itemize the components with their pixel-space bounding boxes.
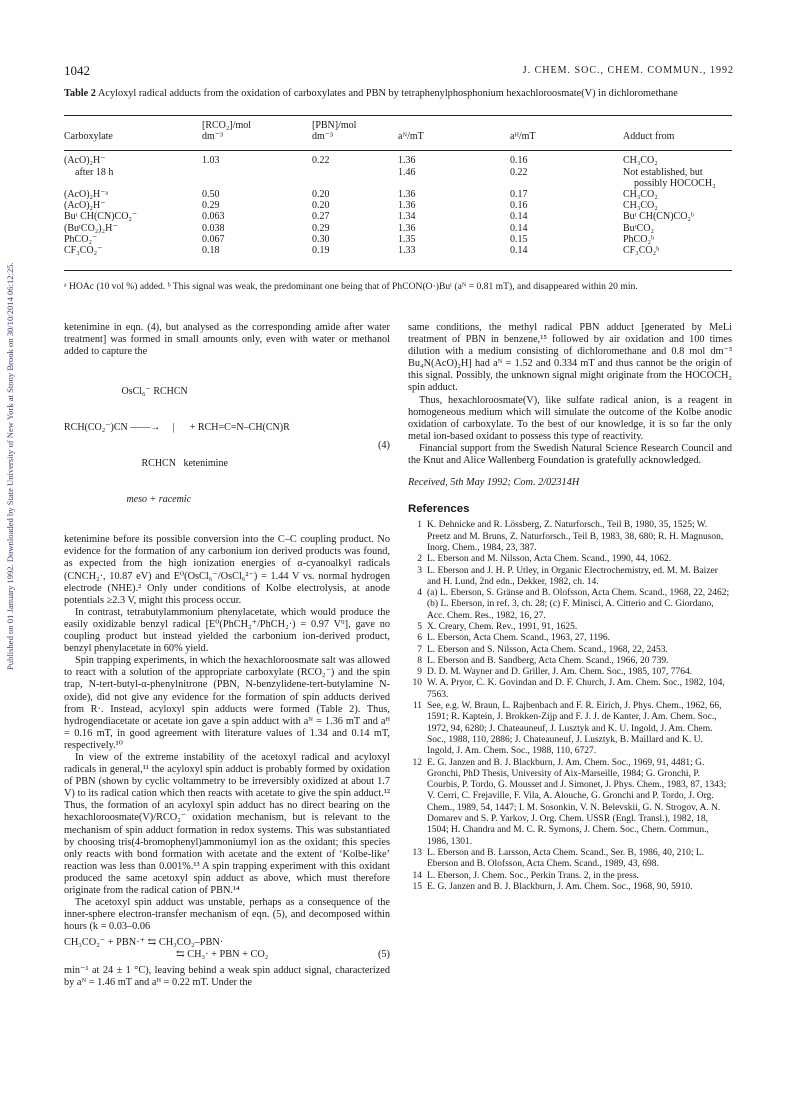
- download-watermark: Published on 01 January 1992. Downloaded by State University of New York at Stony Brook on 30/10/2014 06:12:25.: [5, 262, 15, 670]
- equation-number: (5): [377, 949, 390, 961]
- references-list: [408, 520, 732, 893]
- equation-line: meso + racemic: [64, 494, 192, 506]
- paragraph: Financial support from the Swedish Natural Science Research Council and the Knut and Alice Wallenberg Foundation is gratefully acknowledged.: [408, 442, 732, 467]
- paragraph: The acetoxyl spin adduct was unstable, perhaps as a consequence of the inner-sphere electron-transfer mechanism of eqn. (5), and decomposed within hours (k = 0.03–0.06: [64, 897, 390, 933]
- reference-item: 12 E. G. Janzen and B. J. Blackburn, J. Am. Chem. Soc., 1969, 91, 4481; G. Gronchi, PhD Thesis, University of Aix-Marseille, 1984; G. Gronchi, P. Courbis, P. Tordo, G. Mousset and J. Simonet, J. Phys. Chem., 1983, 87, 1343; V. Cerri, C. Frejaville, F. Vila, A. Alouche, G. Gronchi and P. Tordo, J. Org. Chem., 1989, 54, 1447; I. M. Sosonkin, V. N. Belevskii, G. N. Strogov, A. N. Domarev and S. P. Yarkov, J. Org. Chem. USSR (Engl. Transl.), 1982, 18, 1504; H. Chandra and M. C. R. Symons, J. Chem. Soc., Chem. Commun., 1986, 1301.: [412, 757, 727, 847]
- paragraph: Spin trapping experiments, in which the hexachloroosmate salt was allowed to react with a solution of the appropriate carboxylate (RCO₂⁻) and the spin trap, N-tert-butyl-α-phenylnitrone (PBN, N-benzylidene-tert-butylamine N-oxide), did not give any evidence for the formation of spin adducts derived from R·. Instead, acyloxyl spin adducts were formed (Table 2). Thus, hydrogendiacetate or acetate ion gave a spin adduct with aᴺ = 1.36 mT and aᴴ = 0.16 mT, in good agreement with literature values of 1.34 and 0.14 mT, respectively.¹⁰: [64, 655, 390, 751]
- col-header-an: aᴺ/mT: [398, 131, 424, 143]
- references-heading: References: [408, 503, 470, 516]
- reference-item: 3 L. Eberson and J. H. P. Utley, in Organic Electrochemistry, ed. M. M. Baizer and H. Lund, 2nd edn., Dekker, 1982, ch. 14.: [417, 565, 718, 587]
- table-top-rule: [64, 115, 732, 116]
- reference-item: 9 D. D. M. Wayner and D. Griller, J. Am. Chem. Soc., 1985, 107, 7764.: [417, 667, 693, 678]
- received-line: Received, 5th May 1992; Com. 2/02314H: [408, 477, 580, 489]
- equation-line: OsCl₆⁻ RCHCN: [64, 386, 188, 398]
- equation-line: CH₃CO₂⁻ + PBN·⁺ ⇆ CH₃CO₂–PBN·: [64, 937, 224, 949]
- reference-item: 4 (a) L. Eberson, S. Gränse and B. Olofsson, Acta Chem. Scand., 1968, 22, 2462; (b) L. Eberson, in ref. 3, ch. 28; (c) F. Minisci, A. Citterio and C. Giordano, Acc. Chem. Res., 1982, 16, 27.: [417, 588, 730, 621]
- reference-item: 1 K. Dehnicke and R. Lössberg, Z. Naturforsch., Teil B, 1980, 35, 1525; W. Preetz and M. Bruns, Z. Naturforsch., Teil B, 1983, 38, 680; R. H. Magnuson, Inorg. Chem., 1984, 23, 387.: [417, 520, 724, 553]
- table-header-row: [64, 120, 732, 148]
- reference-item: 8 L. Eberson and B. Sandberg, Acta Chem. Scand., 1966, 20 739.: [417, 655, 669, 666]
- page-number: 1042: [64, 63, 90, 78]
- table-row: (BuᵗCO₂)₂H⁻ 0.038 0.29 1.36 0.14 BuᵗCO₂: [64, 222, 654, 234]
- left-column: [64, 322, 390, 990]
- table-bottom-rule: [64, 270, 732, 271]
- table-row: (AcO)₂H⁻ 0.29 0.20 1.36 0.16 CH₃CO₂: [64, 200, 658, 212]
- table-row: Buᵗ CH(CN)CO₂⁻ 0.063 0.27 1.34 0.14 Buᵗ CH(CN)CO₂ᵇ: [64, 211, 695, 223]
- paragraph: Thus, hexachloroosmate(V), like sulfate radical anion, is a reagent in homogeneous medium which will simulate the outcome of the Kolbe anodic oxidation of carboxylate. To the best of our knowledge, it is so far the only metal ion-based oxidant to possess this type of reactivity.: [408, 394, 732, 442]
- col-header-pbn: [PBN]/mol dm⁻³: [312, 120, 357, 143]
- table-row: CF₃CO₂⁻ 0.18 0.19 1.33 0.14 CF₃CO₂ᵇ: [64, 245, 660, 257]
- table-row: PhCO₂⁻ 0.067 0.30 1.35 0.15 PhCO₂ᵇ: [64, 233, 655, 245]
- adduct-table: [64, 120, 732, 260]
- equation-line: RCHCN ketenimine: [64, 458, 228, 470]
- col-header-carboxylate: Carboxylate: [64, 131, 113, 143]
- equation-line: ⇆ CH₃· + PBN + CO₂: [176, 949, 269, 961]
- paragraph: In view of the extreme instability of the acetoxyl radical and acyloxyl radicals in general,¹¹ the acyloxyl spin adduct is probably formed by oxidation of PBN (shown by cyclic voltammetry to be irreversibly oxidized at about 1.7 V) to its radical cation which then reacts with acetate to give the spin adduct.¹² Thus, the formation of an acyloxyl spin adduct has no direct bearing on the hexachloroosmate(V)/RCO₂⁻ oxidation mechanism, but is relevant to the mechanism of spin adduct formation in redox systems. This was substantiated by choosing tris(4-bromophenyl)ammoniumyl ion as the oxidant; this species only reacts with bond formation with acetate and the extent of ‘Kolbe-like’ reaction was less than 0.001%.¹³ A spin trapping experiment with this oxidant produced the same acetoxyl spin adduct as above, which must therefore originate from the radical cation of PBN.¹⁴: [64, 751, 390, 896]
- table-row: (AcO)₂H⁻ᵃ 0.50 0.20 1.36 0.17 CH₃CO₂: [64, 189, 658, 201]
- paragraph: ketenimine before its possible conversion into the C–C coupling product. No evidence for the formation of any carbonium ion derived products was found, as expected from the high ionization energies of α-cyanoalkyl radicals (CNCH₂·, 10.87 eV) and E⁰(OsCl₆⁻/OsCl₆²⁻) = 1.44 V vs. normal hydrogen electrode (NHE).² Only under conditions of Kolbe electrolysis, at anode potentials ≥2.3 V, might this process occur.: [64, 534, 390, 606]
- table-caption-text: Acyloxyl radical adducts from the oxidation of carboxylates and PBN by tetraphenylphosphonium hexachloroosmate(V) in dichloromethane: [97, 88, 678, 99]
- paragraph: ketenimine in eqn. (4), but analysed as the corresponding amide after water treatment] was formed in small amounts only, even with water or methanol added to capture the: [64, 322, 390, 358]
- table-label: Table 2: [64, 88, 96, 99]
- table-caption: [64, 88, 732, 100]
- table-header-rule: [64, 150, 732, 151]
- reference-item: 14 L. Eberson, J. Chem. Soc., Perkin Trans. 2, in the press.: [412, 870, 639, 881]
- reference-item: 2 L. Eberson and M. Nilsson, Acta Chem. Scand., 1990, 44, 1062.: [417, 554, 672, 565]
- equation-number: (4): [377, 440, 390, 452]
- paragraph: same conditions, the methyl radical PBN adduct [generated by MeLi treatment of PBN in benzene,¹⁵ followed by air oxidation and 100 times dilution with a medium consisting of dichloromethane and 0.8 mol dm⁻³ Bu₄N(AcO)₂H] had aᴺ = 1.52 and 0.334 mT and thus cannot be the origin of this signal. Possibly, the unknown signal might originate from the HOCOCH₂ spin adduct.: [408, 322, 732, 394]
- table-body: [64, 148, 732, 260]
- right-column: [408, 322, 732, 893]
- reference-item: 6 L. Eberson, Acta Chem. Scand., 1963, 27, 1196.: [417, 633, 611, 644]
- equation-5: [64, 937, 390, 961]
- table-footnote: ᵃ HOAc (10 vol %) added. ᵇ This signal was weak, the predominant one being that of PhCON(O·)Buᵗ (aᴺ = 0.81 mT), and disappeared within 20 min.: [64, 281, 638, 292]
- paragraph: In contrast, tetrabutylammonium phenylacetate, which would produce the easily oxidizable benzyl radical [E⁰(PhCH₂⁺/PhCH₂·) = 0.97 V⁹], gave no coupling product but instead yielded the carbonium ion-derived product, benzyl phenylacetate in 60% yield.: [64, 606, 390, 655]
- equation-line: RCH(CO₂⁻)CN ——→ | + RCH=C=N–CH(CN)R: [64, 422, 290, 434]
- table-row: (AcO)₂H⁻ 1.03 0.22 1.36 0.16 CH₃CO₂: [64, 155, 658, 167]
- col-header-ah: aᴴ/mT: [510, 131, 536, 143]
- col-header-adduct: Adduct from: [623, 131, 675, 143]
- table-row: after 18 h 1.46 0.22 Not established, but: [75, 166, 703, 178]
- reference-item: 10 W. A. Pryor, C. K. Govindan and D. F. Church, J. Am. Chem. Soc., 1982, 104, 7563.: [412, 678, 725, 700]
- col-header-rco2: [RCO₂]/mol dm⁻³: [202, 120, 252, 143]
- reference-item: 11 See, e.g. W. Braun, L. Rajbenbach and F. R. Eirich, J. Phys. Chem., 1962, 66, 1591; R. Kaptein, J. Brokken-Zijp and F. J. J. de Kanter, J. Am. Chem. Soc., 1972, 94, 6280; J. Chateauneuf, J. Lusztyk and K. U. Ingold, J. Am. Chem. Soc., 1988, 110, 2886; J. Chateauneuf, J. Lusztyk, B. Maillard and K. U. Ingold, J. Am. Chem. Soc., 1988, 110, 6727.: [412, 701, 722, 757]
- reference-item: 15 E. G. Janzen and B. J. Blackburn, J. Am. Chem. Soc., 1968, 90, 5910.: [412, 881, 693, 892]
- running-head: J. CHEM. SOC., CHEM. COMMUN., 1992: [522, 65, 734, 76]
- paragraph: min⁻¹ at 24 ± 1 °C), leaving behind a weak spin adduct signal, characterized by aᴺ = 1.46 mT and aᴴ = 0.22 mT. Under the: [64, 965, 390, 989]
- reference-item: 7 L. Eberson and S. Nilsson, Acta Chem. Scand., 1968, 22, 2453.: [417, 644, 668, 655]
- reference-item: 13 L. Eberson and B. Larsson, Acta Chem. Scand., Ser. B, 1986, 40, 210; L. Eberson and B. Olofsson, Acta Chem. Scand., 1989, 43, 698.: [412, 847, 705, 870]
- table-row: possibly HOCOCH₂: [634, 177, 716, 189]
- equation-4: [64, 362, 390, 530]
- reference-item: 5 X. Creary, Chem. Rev., 1991, 91, 1625.: [417, 621, 578, 632]
